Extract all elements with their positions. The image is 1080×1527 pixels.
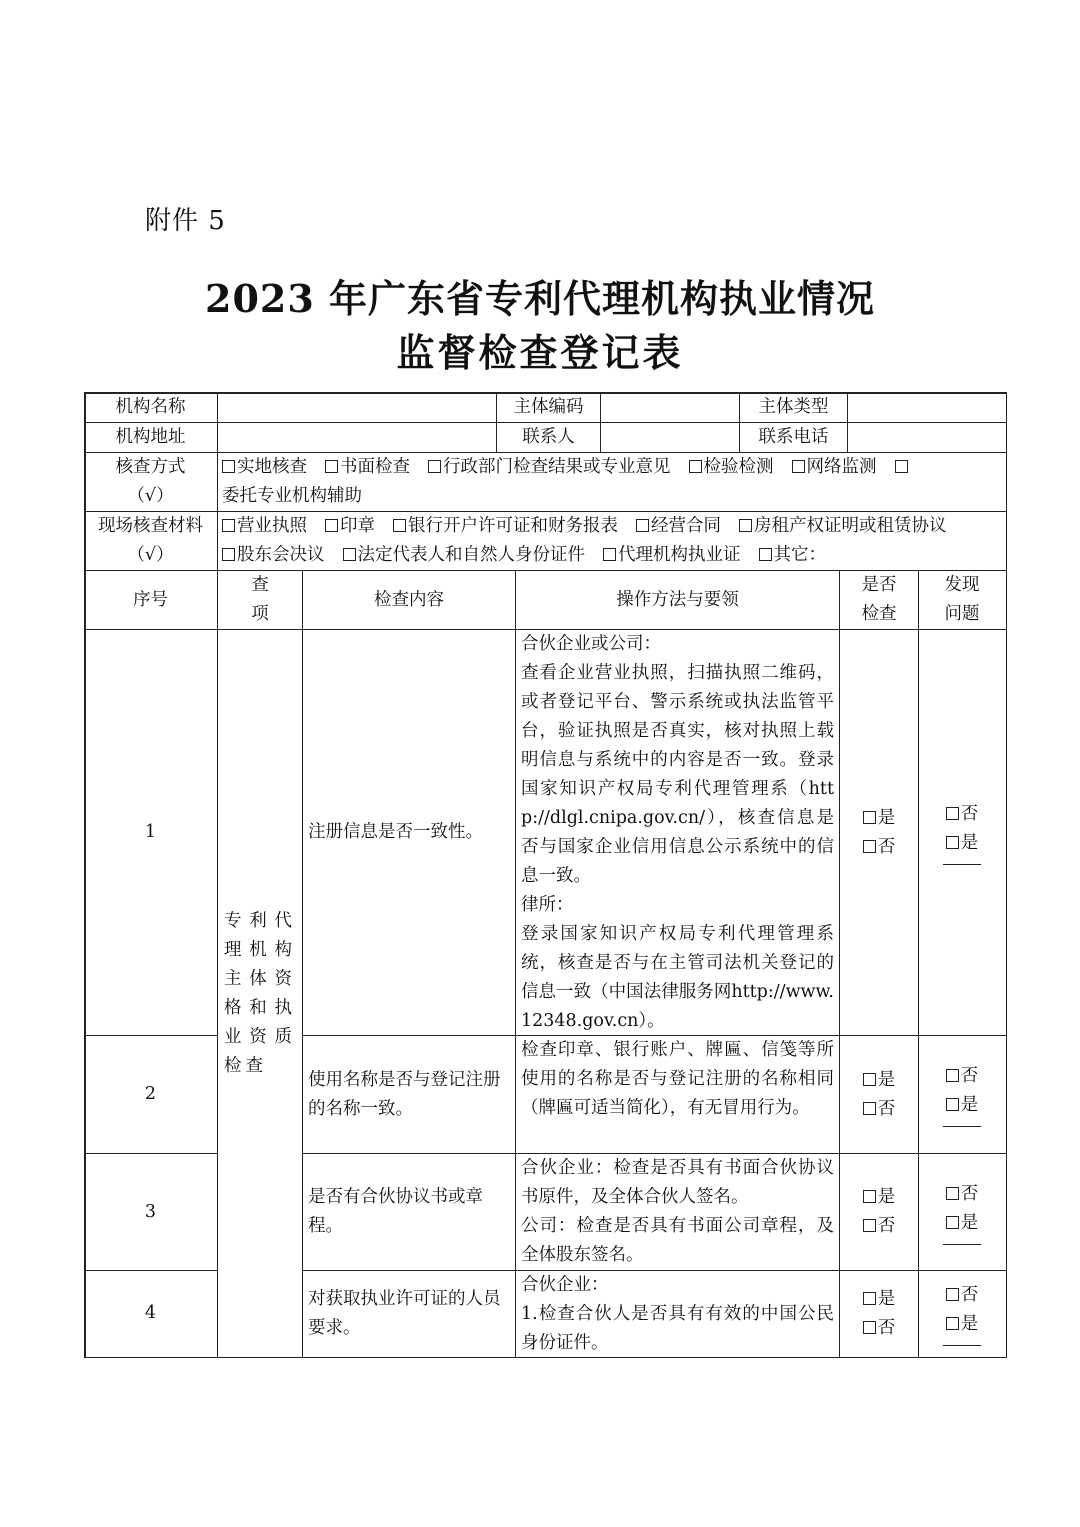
yes-option[interactable]: 是 <box>943 1310 981 1339</box>
checkbox-icon[interactable] <box>222 548 235 561</box>
checkbox-icon[interactable] <box>946 836 959 849</box>
checkbox-icon[interactable] <box>325 460 338 473</box>
checkbox-icon[interactable] <box>863 1219 876 1232</box>
material-option[interactable]: 银行开户许可证和财务报表 <box>393 512 618 541</box>
check-method-options <box>218 453 1005 511</box>
entity-type-label: 主体类型 <box>758 397 829 417</box>
page-title-line1: 2023 年广东省专利代理机构执业情况 <box>205 276 875 321</box>
checkbox-icon[interactable] <box>863 1321 876 1334</box>
row-content: 是否有合伙协议书或章程。 <box>308 1187 483 1236</box>
row-seq: 3 <box>144 1201 157 1222</box>
yes-option[interactable]: 是 <box>943 1091 981 1120</box>
checkbox-icon[interactable] <box>603 548 616 561</box>
method-line: 合伙企业： <box>521 1275 609 1295</box>
no-option[interactable]: 否 <box>863 833 896 862</box>
row-method: 检查印章、银行账户、牌匾、信笺等所使用的名称是否与登记注册的名称相同（牌匾可适当简化），有无冒用行为。 <box>521 1040 834 1118</box>
found-cell <box>919 630 1005 1035</box>
material-option[interactable]: 经营合同 <box>636 512 721 541</box>
item-name: 专利代理机构主体资格和执业资质检查 <box>224 911 296 1076</box>
header-content: 检查内容 <box>374 589 444 610</box>
no-option[interactable]: 否 <box>943 800 981 829</box>
checkbox-icon[interactable] <box>946 1187 959 1200</box>
yes-option[interactable]: 是 <box>863 1285 896 1314</box>
check-method-option[interactable]: 网络监测 <box>792 453 877 482</box>
contact-phone-field[interactable] <box>848 423 1005 452</box>
header-method: 操作方法与要领 <box>616 589 739 610</box>
check-method-option[interactable]: 行政部门检查结果或专业意见 <box>428 453 671 482</box>
entity-code-field[interactable] <box>601 393 739 422</box>
method-line: 1.检查合伙人是否具有有效的中国公民身份证件。 <box>521 1304 834 1353</box>
material-option[interactable]: 印章 <box>325 512 375 541</box>
checkbox-icon[interactable] <box>428 460 441 473</box>
checked-cell <box>840 1271 918 1356</box>
row-content: 注册信息是否一致性。 <box>308 822 483 842</box>
checkbox-icon[interactable] <box>946 807 959 820</box>
checkbox-icon[interactable] <box>863 1190 876 1203</box>
row-seq: 2 <box>144 1084 157 1104</box>
method-line: 律所： <box>521 895 574 915</box>
org-address-field[interactable] <box>218 423 496 452</box>
checked-cell <box>840 1154 918 1270</box>
header-item: 查项 <box>251 575 269 624</box>
found-cell <box>919 1154 1005 1270</box>
problem-line[interactable] <box>943 1126 981 1127</box>
checkbox-icon[interactable] <box>895 460 908 473</box>
header-found: 发现问题 <box>944 575 980 624</box>
org-name-label: 机构名称 <box>115 397 186 417</box>
onsite-material-mark: （√） <box>127 545 174 565</box>
checkbox-icon[interactable] <box>222 460 235 473</box>
checkbox-icon[interactable] <box>325 519 338 532</box>
checkbox-icon[interactable] <box>759 548 772 561</box>
material-option[interactable]: 营业执照 <box>222 512 307 541</box>
entity-code-label: 主体编码 <box>513 397 584 417</box>
checked-cell <box>840 1036 918 1153</box>
check-method-option[interactable]: 检验检测 <box>689 453 774 482</box>
checkbox-icon[interactable] <box>946 1098 959 1111</box>
problem-line[interactable] <box>943 864 981 865</box>
page-title-line2: 监督检查登记表 <box>396 330 684 375</box>
checkbox-icon[interactable] <box>863 1102 876 1115</box>
material-option[interactable]: 股东会决议 <box>222 541 325 570</box>
no-option[interactable]: 否 <box>943 1180 981 1209</box>
checkbox-icon[interactable] <box>946 1317 959 1330</box>
checkbox-icon[interactable] <box>946 1288 959 1301</box>
checkbox-icon[interactable] <box>222 519 235 532</box>
onsite-material-label: 现场核查材料 <box>98 516 203 536</box>
checkbox-icon[interactable] <box>863 1292 876 1305</box>
yes-option[interactable]: 是 <box>863 1066 896 1095</box>
checkbox-icon[interactable] <box>792 460 805 473</box>
no-option[interactable]: 否 <box>863 1314 896 1343</box>
check-method-option[interactable]: 实地核查 <box>222 453 307 482</box>
found-cell <box>919 1271 1005 1356</box>
method-line: 登录国家知识产权局专利代理管理系统，核查是否与在主管司法机关登记的信息一致（中国法律服务网http://www.12348.gov.cn）。 <box>521 924 834 1031</box>
org-name-field[interactable] <box>218 393 496 422</box>
row-method <box>516 1154 839 1270</box>
material-option[interactable]: 房租产权证明或租赁协议 <box>739 516 947 536</box>
onsite-material-label-cell <box>84 512 217 570</box>
contact-field[interactable] <box>601 423 739 452</box>
attachment-label: 附件 5 <box>145 206 226 236</box>
checkbox-icon[interactable] <box>636 519 649 532</box>
material-option[interactable]: 其它： <box>759 545 827 565</box>
method-line: 公司：检查是否具有书面公司章程，及全体股东签名。 <box>521 1216 834 1265</box>
check-method-option-text[interactable]: 委托专业机构辅助 <box>222 486 362 506</box>
form-grid <box>84 392 1007 1358</box>
row-seq: 4 <box>144 1303 157 1323</box>
material-option[interactable]: 法定代表人和自然人身份证件 <box>343 541 586 570</box>
checkbox-icon[interactable] <box>946 1069 959 1082</box>
method-line: 合伙企业：检查是否具有书面合伙协议书原件，及全体合伙人签名。 <box>521 1158 834 1207</box>
row-content: 使用名称是否与登记注册的名称一致。 <box>308 1069 501 1119</box>
no-option[interactable]: 否 <box>863 1212 896 1241</box>
problem-line[interactable] <box>943 1345 981 1346</box>
yes-option[interactable]: 是 <box>943 829 981 858</box>
checkbox-icon[interactable] <box>863 1073 876 1086</box>
check-method-label-cell <box>84 453 217 511</box>
row-seq: 1 <box>144 822 157 842</box>
no-option[interactable]: 否 <box>943 1062 981 1091</box>
contact-label: 联系人 <box>522 427 575 447</box>
method-line: 查看企业营业执照，扫描执照二维码，或者登记平台、警示系统或执法监管平台，验证执照是否真实，核对执照上载明信息与系统中的内容是否一致。登录国家知识产权局专利代理管理系（http://dlgl.cnipa.gov.cn/），核查信息是否与国家企业信用信息公示系统中的信息一致。 <box>521 663 834 886</box>
no-option[interactable]: 否 <box>863 1095 896 1124</box>
checkbox-icon[interactable] <box>393 519 406 532</box>
entity-type-field[interactable] <box>848 393 1005 422</box>
header-seq: 序号 <box>133 589 168 610</box>
contact-phone-label: 联系电话 <box>758 427 829 447</box>
yes-option[interactable]: 是 <box>863 1183 896 1212</box>
problem-line[interactable] <box>943 1244 981 1245</box>
org-address-label: 机构地址 <box>115 427 186 447</box>
checkbox-icon[interactable] <box>739 519 752 532</box>
yes-option[interactable]: 是 <box>863 804 896 833</box>
material-option[interactable]: 代理机构执业证 <box>603 541 741 570</box>
check-method-mark: （√） <box>127 486 174 506</box>
checked-cell <box>840 630 918 1035</box>
checkbox-icon[interactable] <box>946 1216 959 1229</box>
yes-option[interactable]: 是 <box>943 1209 981 1238</box>
row-content: 对获取执业许可证的人员要求。 <box>308 1288 501 1338</box>
checkbox-icon[interactable] <box>863 811 876 824</box>
checkbox-icon[interactable] <box>863 840 876 853</box>
found-cell <box>919 1036 1005 1153</box>
header-checked: 是否检查 <box>861 575 897 624</box>
check-method-label: 核查方式 <box>115 457 186 477</box>
row-method <box>516 1271 839 1356</box>
onsite-material-options <box>218 512 1005 570</box>
no-option[interactable]: 否 <box>943 1281 981 1310</box>
method-line: 合伙企业或公司： <box>521 634 661 654</box>
checkbox-icon[interactable] <box>343 548 356 561</box>
checkbox-icon[interactable] <box>689 460 702 473</box>
check-method-option[interactable]: 书面检查 <box>325 453 410 482</box>
row-method <box>516 630 839 1035</box>
